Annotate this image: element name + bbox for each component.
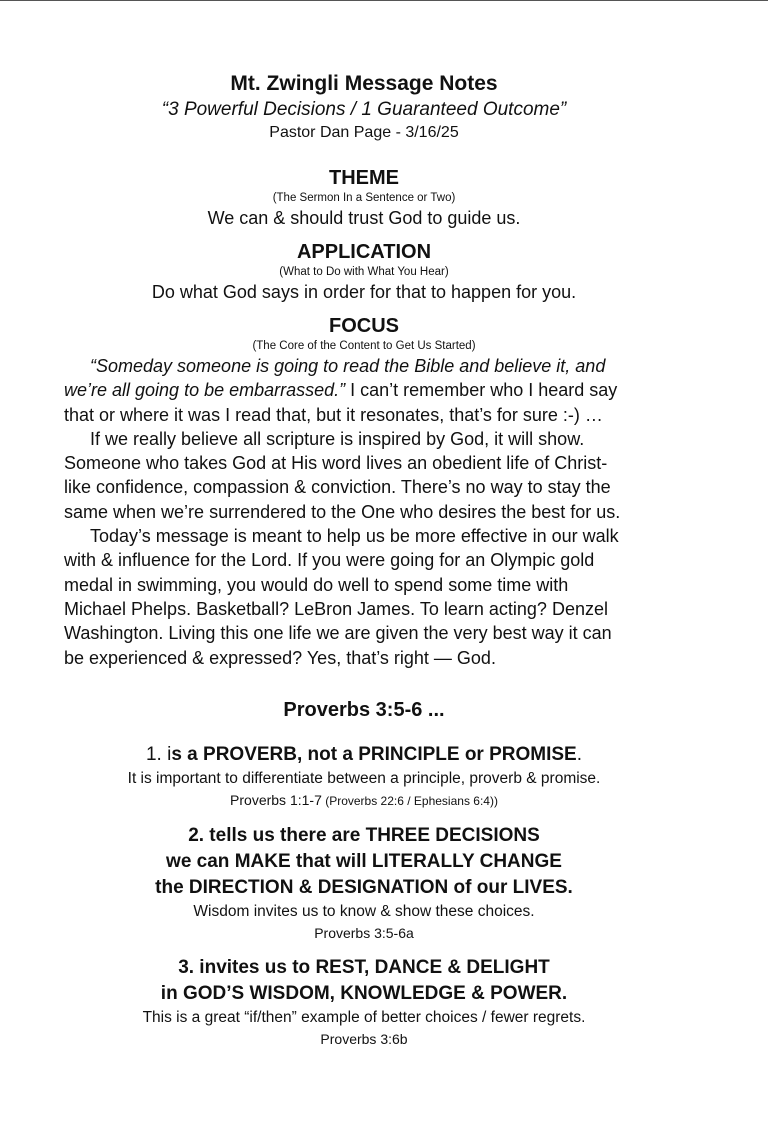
point-1-ref-main: Proverbs 1:1-7 [230,791,322,808]
focus-para-1-line-3: that or where it was I read that, but it resonates, that’s for sure :-) … [64,404,603,425]
doc-byline: Pastor Dan Page - 3/16/25 [269,124,459,141]
focus-quote-rest: I can’t remember who I heard say [345,380,618,401]
focus-para-3-line-3: medal in swimming, you would do well to spend some time with [64,574,569,595]
point-2-heading-line-1: 2. tells us there are THREE DECISIONS [188,824,540,846]
focus-note: (The Core of the Content to Get Us Started) [252,340,476,352]
point-2-heading-line-2: we can MAKE that will LITERALLY CHANGE [166,850,562,872]
focus-section [64,314,664,670]
doc-subtitle: “3 Powerful Decisions / 1 Guaranteed Outcome” [161,99,567,120]
point-1-reference [64,790,664,811]
top-border [0,0,768,1]
proverbs-heading: Proverbs 3:5-6 ... [283,698,445,721]
point-3-heading-line-1: 3. invites us to REST, DANCE & DELIGHT [178,956,550,978]
focus-para-3-line-5: Washington. Living this one life we are given the very best way it can [64,623,612,644]
focus-para-3-line-1: Today’s message is meant to help us be more effective in our walk [90,526,619,547]
focus-quote-line-1: “Someday someone is going to read the Bible and believe it, and [90,356,606,376]
application-note: (What to Do with What You Hear) [279,266,449,278]
focus-para-2-line-1: If we really believe all scripture is inspired by God, it will show. [90,428,585,449]
doc-title: Mt. Zwingli Message Notes [230,72,498,95]
message-notes-page [64,70,664,1049]
point-2-heading-line-3: the DIRECTION & DESIGNATION of our LIVES. [155,876,573,898]
focus-para-3-line-4: Michael Phelps. Basketball? LeBron James. To learn acting? Denzel [64,598,608,619]
focus-para-2-line-4: same when we’re surrendered to the One who desires the best for us. [64,501,621,522]
point-1-title: s a PROVERB, not a PRINCIPLE or PROMISE [171,743,577,765]
application-heading: APPLICATION [296,241,432,263]
point-2-body: Wisdom invites us to know & show these choices. [193,902,535,920]
point-3-heading-line-2: in GOD’S WISDOM, KNOWLEDGE & POWER. [160,982,568,1004]
focus-para-1-line-2 [64,378,664,402]
point-2 [64,823,664,943]
focus-quote-line-2: we’re all going to be embarrassed.” [64,380,346,401]
application-section [64,240,664,304]
point-2-reference: Proverbs 3:5-6a [314,924,414,941]
theme-text: We can & should trust God to guide us. [207,208,521,228]
point-1-number: 1. i [145,743,172,765]
point-1-ref-extra: (Proverbs 22:6 / Ephesians 6:4)) [321,793,498,808]
focus-para-3-line-2: with & influence for the Lord. If you were going for an Olympic gold [64,550,595,571]
proverbs-section [64,696,664,1049]
point-1-heading [64,742,664,768]
focus-para-3-line-6: be experienced & expressed? Yes, that’s right — God. [64,647,496,668]
focus-para-2-line-2: Someone who takes God at His word lives an obedient life of Christ- [64,453,608,474]
focus-para-2-line-3: like confidence, compassion & conviction. There’s no way to stay the [64,477,611,498]
theme-note: (The Sermon In a Sentence or Two) [272,192,456,204]
point-1-body: It is important to differentiate between a principle, proverb & promise. [127,769,601,787]
theme-heading: THEME [329,167,399,189]
point-3-reference: Proverbs 3:6b [320,1030,408,1047]
focus-para-1-line-1 [64,354,664,378]
point-1-period: . [576,743,583,765]
application-text: Do what God says in order for that to happen for you. [151,282,577,302]
header [64,70,664,144]
point-3-body: This is a great “if/then” example of better choices / fewer regrets. [142,1008,586,1026]
point-3 [64,955,664,1049]
point-1 [64,742,664,811]
theme-section [64,166,664,230]
focus-heading: FOCUS [329,315,399,337]
